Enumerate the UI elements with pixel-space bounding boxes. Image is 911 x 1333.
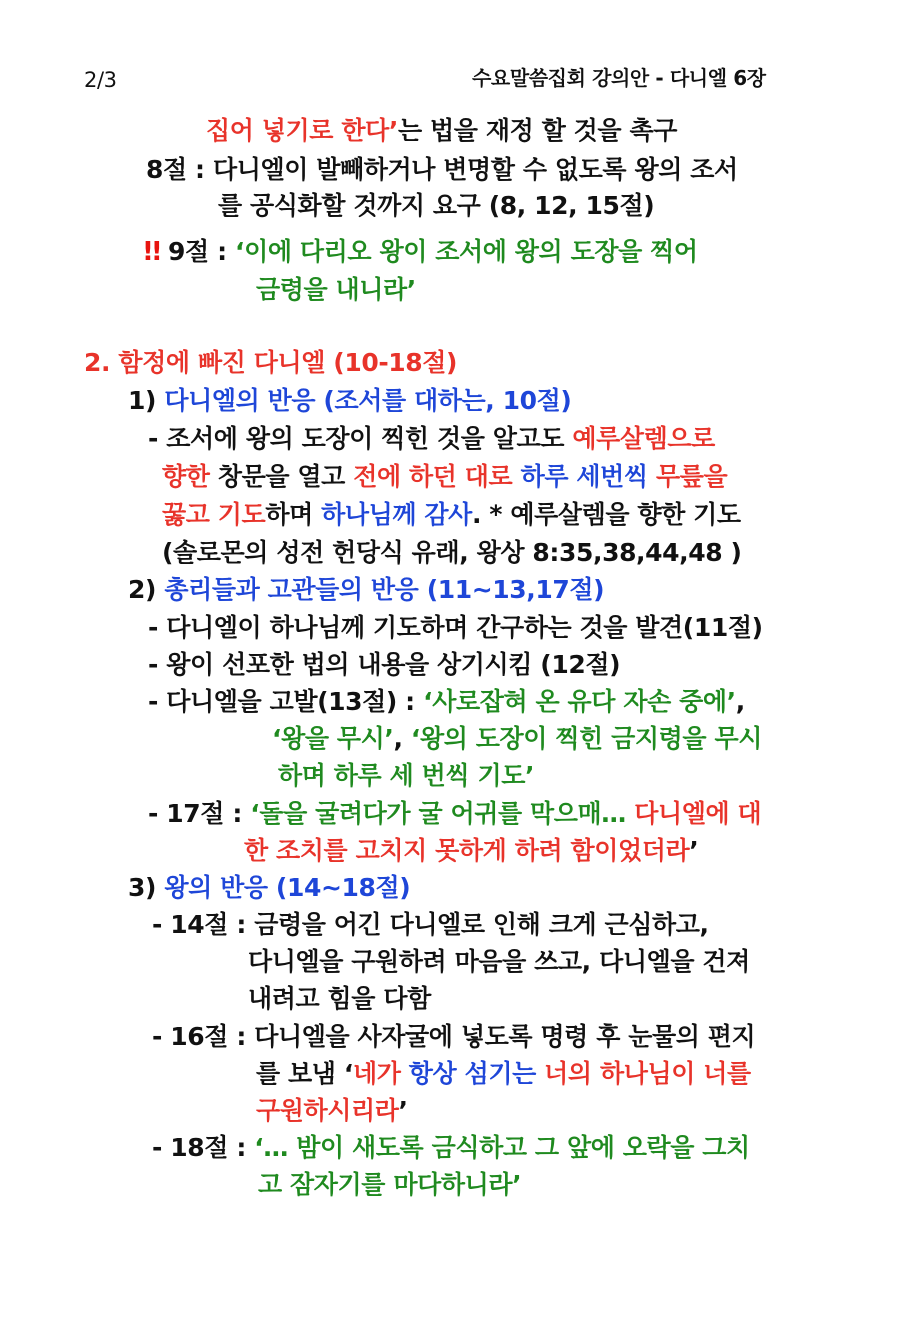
verse-14-line-1: - 14절 : 금령을 어긴 다니엘로 인해 크게 근심하고, xyxy=(152,910,709,939)
text-span: . * 예루살렘을 향한 기도 xyxy=(471,500,741,529)
highlight-kneel-pray: 꿇고 기도 xyxy=(162,500,266,529)
subsection-1-line-c xyxy=(162,498,741,532)
subsection-2-line-f xyxy=(148,797,761,831)
text-span: , xyxy=(735,687,745,716)
highlight-thanks-god: 하나님께 감사 xyxy=(321,500,472,529)
verse-9-label: 9절 : xyxy=(168,237,235,266)
verse-16-line-3 xyxy=(256,1094,408,1128)
quote-your-god: 너의 하나님이 너를 xyxy=(544,1059,751,1088)
intro-line-1 xyxy=(206,114,677,148)
text-span xyxy=(536,1059,544,1088)
text-span: - 17절 : xyxy=(148,799,251,828)
subsection-1-line-a xyxy=(148,422,715,456)
verse-18-line-1 xyxy=(152,1131,750,1165)
text-span: - 다니엘을 고발(13절) : xyxy=(148,687,424,716)
subsection-2-line-g xyxy=(244,834,698,868)
quote-you: 네가 xyxy=(352,1059,401,1088)
verse-9-quote: ‘이에 다리오 왕이 조서에 왕의 도장을 찍어 xyxy=(234,237,698,266)
quote-unchangeable: 한 조치를 고치지 못하게 하려 함이었더라 xyxy=(244,836,690,865)
text-span: ’ xyxy=(398,1096,408,1125)
quote-ignore-decree: ‘왕의 도장이 찍힌 금지령을 무시 xyxy=(410,724,762,753)
subsection-2-line-c xyxy=(148,685,745,719)
subsection-2-line-e: 하며 하루 세 번씩 기도’ xyxy=(278,761,535,790)
verse-16-line-1: - 16절 : 다니엘을 사자굴에 넣도록 명령 후 눈물의 편지 xyxy=(152,1022,756,1051)
verse-14-line-3: 내려고 힘을 다함 xyxy=(248,984,431,1013)
subsection-3-number: 3) xyxy=(128,873,165,902)
quote-captive: ‘사로잡혀 온 유다 자손 중에’ xyxy=(423,687,736,716)
page-number: 2/3 xyxy=(84,68,117,92)
highlight-knees: 무릎을 xyxy=(655,462,728,491)
subsection-2-line-b: - 왕이 선포한 법의 내용을 상기시킴 (12절) xyxy=(148,650,621,679)
intro-line-3: 를 공식화할 것까지 요구 (8, 12, 15절) xyxy=(218,191,655,220)
subsection-1-line-d: (솔로몬의 성전 헌당식 유래, 왕상 8:35,38,44,48 ) xyxy=(162,538,742,567)
text-span: - 조서에 왕의 도장이 찍힌 것을 알고도 xyxy=(148,424,573,453)
quote-fasting: ‘… 밤이 새도록 금식하고 그 앞에 오락을 그치 xyxy=(254,1133,750,1162)
subsection-2-title: 총리들과 고관들의 반응 (11~13,17절) xyxy=(164,575,605,604)
highlight-as-before: 전에 하던 대로 xyxy=(353,462,513,491)
quote-always-serve: 항상 섬기는 xyxy=(408,1059,536,1088)
document-title: 수요말씀집회 강의안 - 다니엘 6장 xyxy=(472,66,766,90)
text-span: ’ xyxy=(689,836,699,865)
subsection-1-line-b xyxy=(162,460,727,494)
intro-highlight: 집어 넣기로 한다’ xyxy=(206,116,398,145)
text-span xyxy=(648,462,656,491)
section-2-title: 2. 함정에 빠진 다니엘 (10-18절) xyxy=(84,348,458,377)
subsection-1-heading xyxy=(128,384,571,418)
quote-stone: ‘돌을 굴려다가 굴 어귀를 막으매… xyxy=(250,799,635,828)
text-span: 창문을 열고 xyxy=(209,462,354,491)
verse-9-line-1 xyxy=(142,235,698,269)
quote-will-save: 구원하시리라 xyxy=(256,1096,399,1125)
highlight-jerusalem: 예루살렘으로 xyxy=(572,424,715,453)
double-exclamation-icon: !! xyxy=(142,237,160,267)
subsection-2-line-a: - 다니엘이 하나님께 기도하며 간구하는 것을 발견(11절) xyxy=(148,613,763,642)
quote-ignore-king: ‘왕을 무시’ xyxy=(272,724,394,753)
subsection-2-heading xyxy=(128,573,604,607)
subsection-1-title: 다니엘의 반응 (조서를 대하는, 10절) xyxy=(164,386,572,415)
subsection-3-title: 왕의 반응 (14~18절) xyxy=(164,873,411,902)
subsection-2-number: 2) xyxy=(128,575,165,604)
subsection-3-heading xyxy=(128,871,410,905)
text-span xyxy=(400,1059,408,1088)
text-span: , xyxy=(393,724,411,753)
text-span xyxy=(512,462,520,491)
text-span: 를 보냄 ‘ xyxy=(256,1059,353,1088)
verse-18-line-2: 고 잠자기를 마다하니라’ xyxy=(258,1170,522,1199)
highlight-three-times: 하루 세번씩 xyxy=(520,462,648,491)
text-span: - 18절 : xyxy=(152,1133,255,1162)
verse-14-line-2: 다니엘을 구원하려 마음을 쓰고, 다니엘을 건져 xyxy=(248,947,750,976)
verse-16-line-2 xyxy=(256,1057,751,1091)
verse-9-line-2: 금령을 내니라’ xyxy=(256,275,416,304)
quote-daniel-red: 다니엘에 대 xyxy=(634,799,762,828)
intro-text: 는 법을 재정 할 것을 촉구 xyxy=(397,116,677,145)
subsection-1-number: 1) xyxy=(128,386,165,415)
subsection-2-line-d xyxy=(272,722,762,756)
highlight-toward: 향한 xyxy=(162,462,210,491)
text-span: 하며 xyxy=(265,500,322,529)
intro-line-2: 8절 : 다니엘이 발빼하거나 변명할 수 없도록 왕의 조서 xyxy=(146,155,738,184)
